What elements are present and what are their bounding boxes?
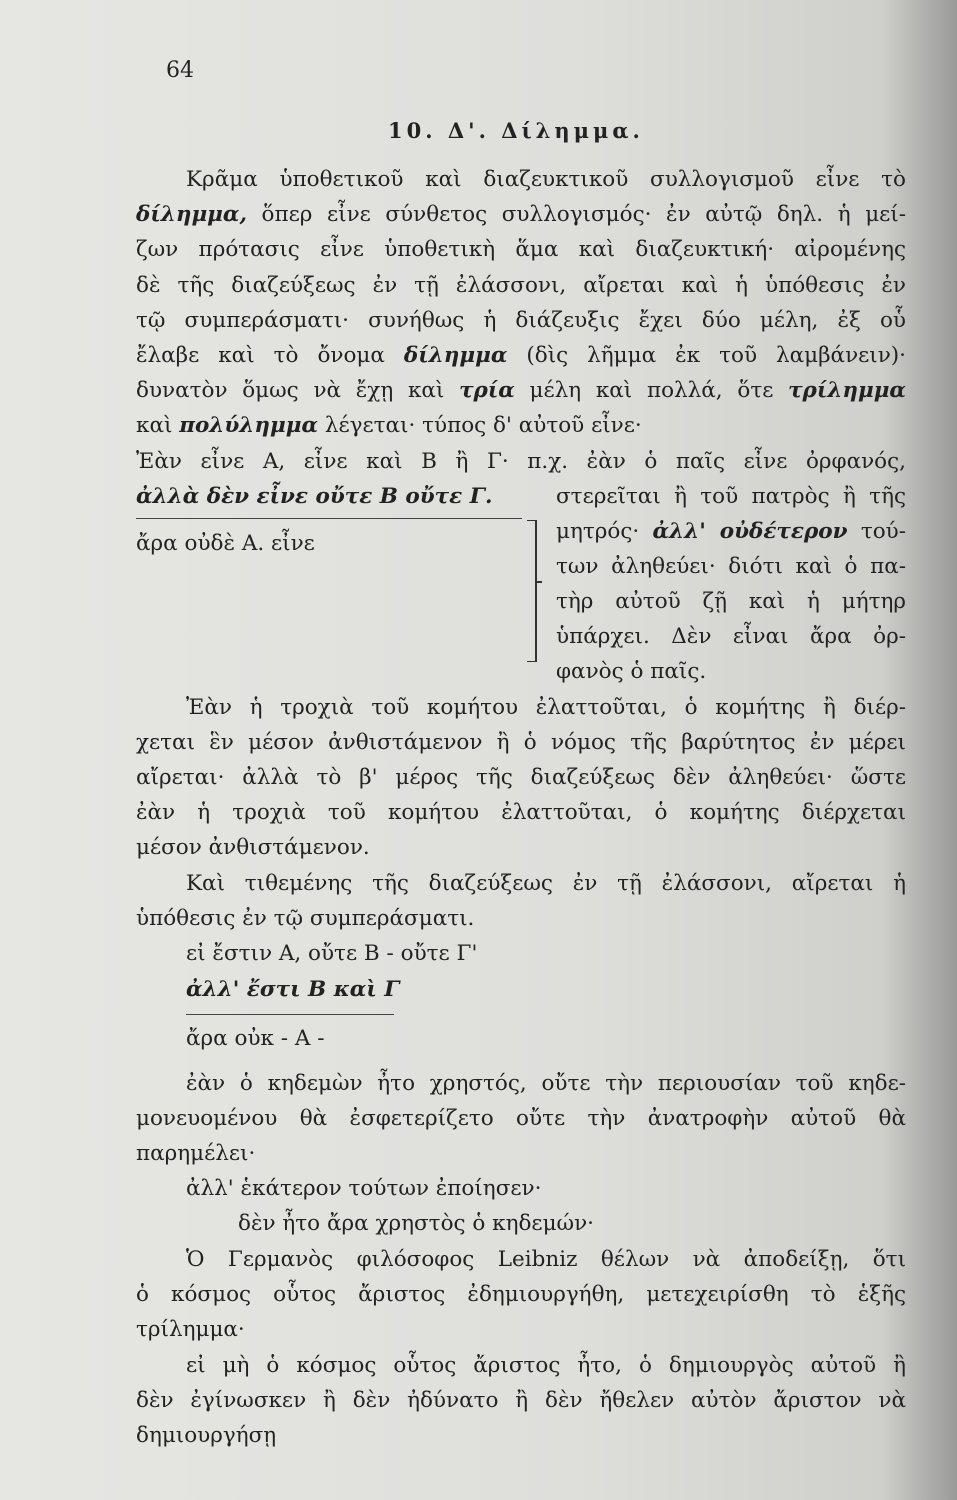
para1-line4: δὲ τῆς διαζεύξεως ἐν τῇ ἐλάσσονι, αἴρεται καὶ ἡ ὑπόθεσις ἐν xyxy=(136,273,906,298)
example2-line5: δὲν ἦτο ἄρα χρηστὸς ὁ κηδεμών· xyxy=(238,1211,594,1236)
example2-line3: παρημέλει· xyxy=(136,1141,256,1166)
para1-line7: δυνατὸν ὅμως νὰ ἔχῃ καὶ τρία μέλη καὶ πολλά, ὅτε τρίλημμα xyxy=(136,378,906,403)
syllogism-rule-1 xyxy=(136,518,522,519)
example1-right-line6: φανὸς ὁ παῖς. xyxy=(556,659,707,684)
para4-line5: δὲν ἐγίνωσκεν ἢ δὲν ἠδύνατο ἢ δὲν ἤθελεν αὐτὸν ἄριστον νὰ xyxy=(136,1388,906,1413)
para3-line2: ὑπόθεσις ἐν τῷ συμπεράσματι. xyxy=(136,906,475,931)
para4-line3: τρίλημμα· xyxy=(136,1317,245,1342)
syllogism-rule-2 xyxy=(186,1014,394,1015)
para4-line2: ὁ κόσμος οὗτος ἄριστος ἐδημιουργήθη, μετεχειρίσθη τὸ ἑξῆς xyxy=(136,1282,906,1307)
para1-line1: Κρᾶμα ὑποθετικοῦ καὶ διαζευκτικοῦ συλλογισμοῦ εἶνε τὸ xyxy=(186,167,906,192)
example1-right-line4: τὴρ αὐτοῦ ζῇ καὶ ἡ μήτηρ xyxy=(556,589,906,614)
para2-line5: μέσον ἀνθιστάμενον. xyxy=(136,835,370,860)
example1-right-line1: στερεῖται ἢ τοῦ πατρὸς ἢ τῆς xyxy=(556,484,906,509)
example1-right-line3: των ἀληθεύει· διότι καὶ ὁ πα- xyxy=(556,554,906,579)
para2-line4: ἐὰν ἡ τροχιὰ τοῦ κομήτου ἐλαττοῦται, ὁ κομήτης διέρχεται xyxy=(136,800,906,825)
para3-line1: Καὶ τιθεμένης τῆς διαζεύξεως ἐν τῇ ἐλάσσονι, αἴρεται ἡ xyxy=(186,871,906,896)
formula2-minor: ἀλλ' ἔστι Β καὶ Γ xyxy=(186,977,400,1002)
example2-line4: ἀλλ' ἑκάτερον τούτων ἐποίησεν· xyxy=(186,1176,542,1201)
example2-line2: μονευομένου θὰ ἐσφετερίζετο οὔτε τὴν ἀνατροφὴν αὐτοῦ θὰ xyxy=(136,1106,906,1131)
para1-line3: ζων πρότασις εἶνε ὑποθετικὴ ἅμα καὶ διαζευκτική· αἰρομένης xyxy=(136,237,906,262)
para4-line6: δημιουργήσῃ xyxy=(136,1423,277,1448)
brace-tip xyxy=(535,581,542,583)
example1-line1: Ἐὰν εἶνε Α, εἶνε καὶ Β ἢ Γ· π.χ. ἐὰν ὁ παῖς εἶνε ὀρφανός, xyxy=(136,449,906,474)
para1-line5: τῷ συμπεράσματι· συνήθως ἡ διάζευξις ἔχει δύο μέλη, ἐξ οὗ xyxy=(136,308,906,333)
section-heading: 10. Δ'. Δίλημμα. xyxy=(388,118,644,143)
para1-line2: δίλημμα, ὅπερ εἶνε σύνθετος συλλογισμός· ἐν αὐτῷ δηλ. ἡ μεί- xyxy=(136,202,906,227)
formula2-conclusion: ἄρα οὐκ - Α - xyxy=(186,1026,325,1051)
formula2-major: εἰ ἔστιν Α, οὔτε Β - οὔτε Γ' xyxy=(186,941,478,966)
para4-line4: εἰ μὴ ὁ κόσμος οὗτος ἄριστος ἦτο, ὁ δημιουργὸς αὐτοῦ ἢ xyxy=(186,1353,906,1378)
para1-line6: ἔλαβε καὶ τὸ ὄνομα δίλημμα (δὶς λῆμμα ἐκ τοῦ λαμβάνειν)· xyxy=(136,343,907,368)
example1-minor-premise: ἀλλὰ δὲν εἶνε οὔτε Β οὔτε Γ. xyxy=(136,484,493,509)
example1-right-line5: ὑπάρχει. Δὲν εἶναι ἄρα ὀρ- xyxy=(556,624,906,649)
term-dilemma: δίλημμα, xyxy=(136,202,247,227)
example1-right-line2: μητρός· ἀλλ' οὐδέτερον τού- xyxy=(556,519,906,544)
example2-line1: ἐὰν ὁ κηδεμὼν ἦτο χρηστός, οὔτε τὴν περιουσίαν τοῦ κηδε- xyxy=(186,1071,906,1096)
example1-conclusion: ἄρα οὐδὲ Α. εἶνε xyxy=(136,531,315,556)
page-number: 64 xyxy=(166,58,194,83)
para1-line8: καὶ πολύλημμα λέγεται· τύπος δ' αὐτοῦ εἶνε· xyxy=(136,413,642,438)
brace-bracket xyxy=(527,520,537,662)
para4-line1: Ὁ Γερμανὸς φιλόσοφος Leibniz θέλων νὰ ἀποδείξῃ, ὅτι xyxy=(186,1247,906,1272)
para2-line2: χεται ἓν μέσον ἀνθιστάμενον ἢ ὁ νόμος τῆς βαρύτητος ἐν μέρει xyxy=(136,730,906,755)
para2-line3: αἴρεται· ἀλλὰ τὸ β' μέρος τῆς διαζεύξεως δὲν ἀληθεύει· ὥστε xyxy=(136,765,906,790)
para2-line1: Ἐὰν ἡ τροχιὰ τοῦ κομήτου ἐλαττοῦται, ὁ κομήτης ἢ διέρ- xyxy=(186,695,906,720)
